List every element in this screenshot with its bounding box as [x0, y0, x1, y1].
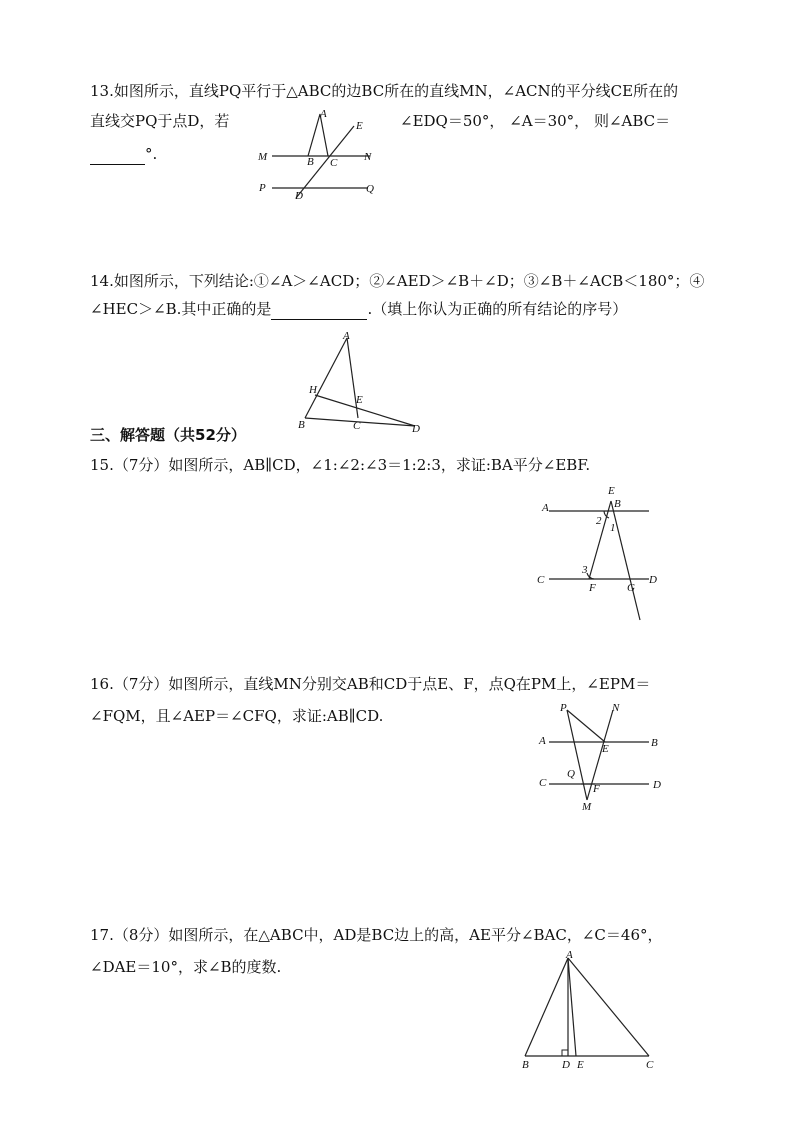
q16-label-D: D [653, 779, 661, 791]
q15-label-G: G [627, 582, 635, 594]
q15-label-E: E [608, 485, 615, 497]
section-heading: 三、解答题（共52分） [90, 426, 246, 444]
q13-label-B: B [307, 156, 314, 168]
q13-label-P: P [259, 182, 266, 194]
q14-line2 [90, 298, 627, 320]
q15-figure [535, 483, 665, 623]
q13-line2b: ∠EDQ＝50°， ∠A＝30°， 则∠ABC＝ [400, 112, 671, 130]
q14-figure [295, 330, 425, 435]
q13-line1: 13.如图所示，直线PQ平行于△ABC的边BC所在的直线MN，∠ACN的平分线CE所在的 [90, 82, 679, 100]
q13-label-N: N [364, 151, 372, 163]
q16-line2: ∠FQM，且∠AEP＝∠CFQ，求证:AB∥CD. [90, 707, 384, 725]
q17-label-E: E [577, 1059, 584, 1071]
q17-line2: ∠DAE＝10°，求∠B的度数. [90, 958, 282, 976]
q13-label-M: M [258, 151, 268, 163]
q14-answer-blank[interactable] [271, 303, 367, 320]
q16-figure [535, 700, 670, 820]
q16-label-M: M [582, 801, 592, 813]
q17-label-D: D [562, 1059, 570, 1071]
q13-line3 [90, 143, 157, 165]
q13-line3-text: °. [145, 145, 158, 163]
q16-line1: 16.（7分）如图所示，直线MN分别交AB和CD于点E、F，点Q在PM上，∠EPM＝ [90, 675, 651, 693]
q16-label-Q: Q [567, 768, 575, 780]
q17-label-B: B [522, 1059, 529, 1071]
q15-label-2: 2 [596, 515, 602, 527]
q17-figure [515, 950, 665, 1075]
q15-label-A: A [542, 502, 549, 514]
q17-label-C: C [646, 1059, 654, 1071]
q14-label-H: H [309, 384, 317, 396]
q13-figure [250, 100, 390, 210]
q16-label-E: E [602, 743, 609, 755]
q14-label-B: B [298, 419, 305, 431]
q14-label-E: E [356, 394, 363, 406]
q15-label-1: 1 [610, 522, 616, 534]
q14-label-C: C [353, 420, 361, 432]
q13-answer-blank[interactable] [90, 148, 145, 165]
q16-label-C: C [539, 777, 547, 789]
q16-label-A: A [539, 735, 546, 747]
q13-label-A: A [320, 108, 327, 120]
q13-label-D: D [295, 190, 303, 202]
q15-label-B: B [614, 498, 621, 510]
q14-label-D: D [412, 423, 420, 435]
q14-line1: 14.如图所示，下列结论:①∠A＞∠ACD；②∠AED＞∠B＋∠D；③∠B＋∠ACB＜180°；④ [90, 272, 705, 290]
q16-label-F: F [593, 783, 600, 795]
q17-line1: 17.（8分）如图所示，在△ABC中，AD是BC边上的高，AE平分∠BAC，∠C＝46°， [90, 926, 663, 944]
q13-label-C: C [330, 157, 338, 169]
q15-line1: 15.（7分）如图所示，AB∥CD，∠1:∠2:∠3＝1:2:3，求证:BA平分∠EBF. [90, 456, 591, 474]
q15-label-F: F [589, 582, 596, 594]
q17-label-A: A [566, 949, 573, 961]
q16-label-N: N [612, 702, 620, 714]
q13-label-E: E [356, 120, 363, 132]
q16-label-P: P [560, 702, 567, 714]
q14-line2b: .（填上你认为正确的所有结论的序号） [367, 300, 628, 318]
q15-label-3: 3 [582, 564, 588, 576]
q14-line2a: ∠HEC＞∠B.其中正确的是 [90, 300, 272, 318]
q15-label-D: D [649, 574, 657, 586]
q13-line2a: 直线交PQ于点D，若 [90, 112, 230, 130]
q15-label-C: C [537, 574, 545, 586]
q16-label-B: B [651, 737, 658, 749]
q14-label-A: A [343, 330, 350, 342]
q13-label-Q: Q [366, 183, 374, 195]
